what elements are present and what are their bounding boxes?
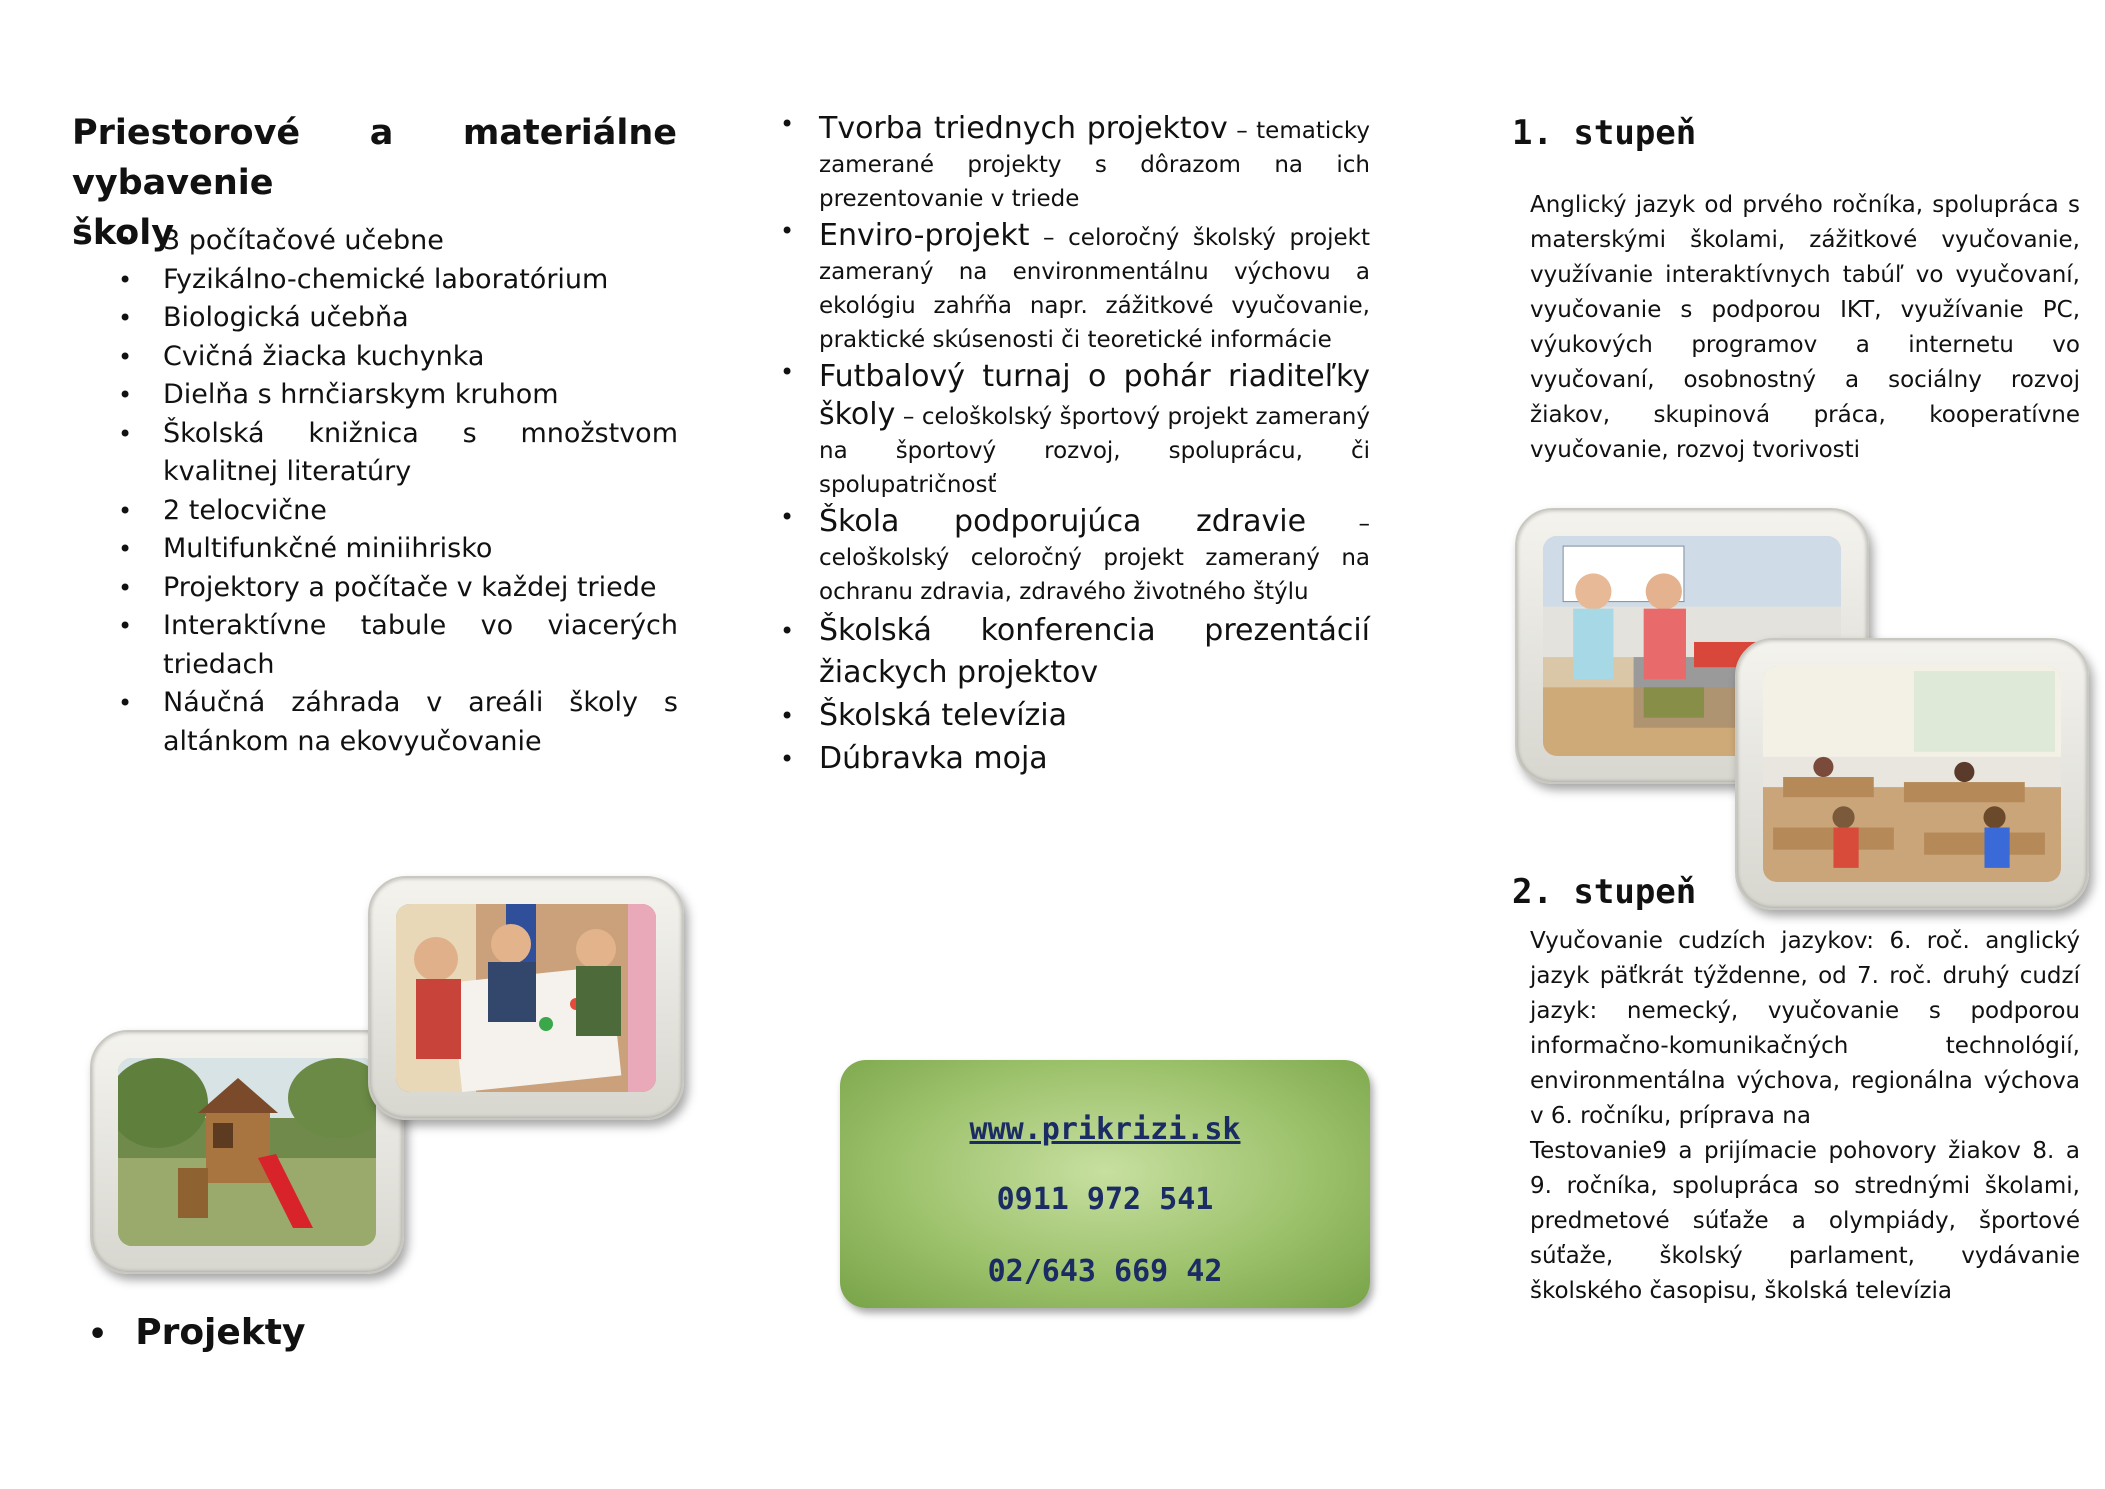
stupen-2-heading: 2. stupeň [1512,872,1697,912]
list-item: • Tvorba triednych projektov – tematicky zamerané projekty s dôrazom na ich prezentovanie v triede [780,110,1370,216]
playground-image [118,1058,376,1246]
children-poster-photo [368,876,684,1120]
children-poster-image [396,904,656,1092]
phone-mobile: 0911 972 541 [996,1182,1214,1217]
list-item: • Projektory a počítače v každej triede [118,569,678,608]
list-item: • 3 počítačové učebne [118,222,678,261]
website-link[interactable]: www.prikrizi.sk [969,1112,1241,1147]
list-item: • 2 telocvične [118,492,678,531]
list-item: • Cvičná žiacka kuchynka [118,338,678,377]
list-item: • Interaktívne tabule vo viacerých triedach [118,607,678,684]
list-item: • Enviro-projekt – celoročný školský projekt zameraný na environmentálnu výchovu a ekológiu zahŕňa napr. zážitkové vyučovanie, praktické skúsenosti či teoretické informácie [780,217,1370,357]
stupen-1-heading: 1. stupeň [1512,113,1697,153]
classroom-desks-photo [1735,638,2089,910]
contact-box [840,1060,1370,1308]
facilities-title: Priestorové a materiálne vybavenie školy [72,113,677,253]
facilities-list [118,222,678,761]
list-item: • Multifunkčné miniihrisko [118,530,678,569]
projekty-heading: • Projekty [88,1312,305,1353]
list-item: • Školská knižnica s množstvom kvalitnej literatúry [118,415,678,492]
list-item: • Dielňa s hrnčiarskym kruhom [118,376,678,415]
list-item: • Náučná záhrada v areáli školy s altánkom na ekovyučovanie [118,684,678,761]
list-item: • Fyzikálno-chemické laboratórium [118,261,678,300]
list-item: • Školská televízia [780,695,1370,737]
list-item: • Biologická učebňa [118,299,678,338]
classroom-desks-image [1763,666,2061,882]
phone-landline: 02/643 669 42 [987,1254,1223,1289]
projects-list [780,110,1370,781]
stupen-2-text: Vyučovanie cudzích jazykov: 6. roč. anglický jazyk päťkrát týždenne, od 7. roč. druhý cudzí jazyk: nemecký, vyučovanie s podporou informačno-komunikačných technológií, environmentálna výchova, regionálna výchova v 6. ročníku, príprava na Testovanie9 a prijímacie pohovory žiakov 8. a 9. ročníka, spolupráca so strednými školami, predmetové súťaže a olympiády, športové súťaže, školský parlament, vydávanie školského časopisu, školská televízia [1530,928,2080,1304]
list-item: • Dúbravka moja [780,738,1370,780]
list-item: • Škola podporujúca zdravie – celoškolský celoročný projekt zameraný na ochranu zdravia, zdravého životného štýlu [780,503,1370,609]
playground-photo [90,1030,404,1274]
stupen-1-text: Anglický jazyk od prvého ročníka, spolupráca s materskými školami, zážitkové vyučovanie, využívanie interaktívnych tabúľ vo vyučovaní, vyučovanie s podporou IKT, využívanie PC, výukových programov a internetu vo vyučovaní, osobnostný a sociálny rozvoj žiakov, skupinová práca, kooperatívne vyučovanie, rozvoj tvorivosti [1530,192,2080,463]
list-item: • Futbalový turnaj o pohár riaditeľky školy – celoškolský športový projekt zameraný na športový rozvoj, spoluprácu, či spolupatričnosť [780,358,1370,502]
list-item: • Školská konferencia prezentácií žiackych projektov [780,610,1370,694]
